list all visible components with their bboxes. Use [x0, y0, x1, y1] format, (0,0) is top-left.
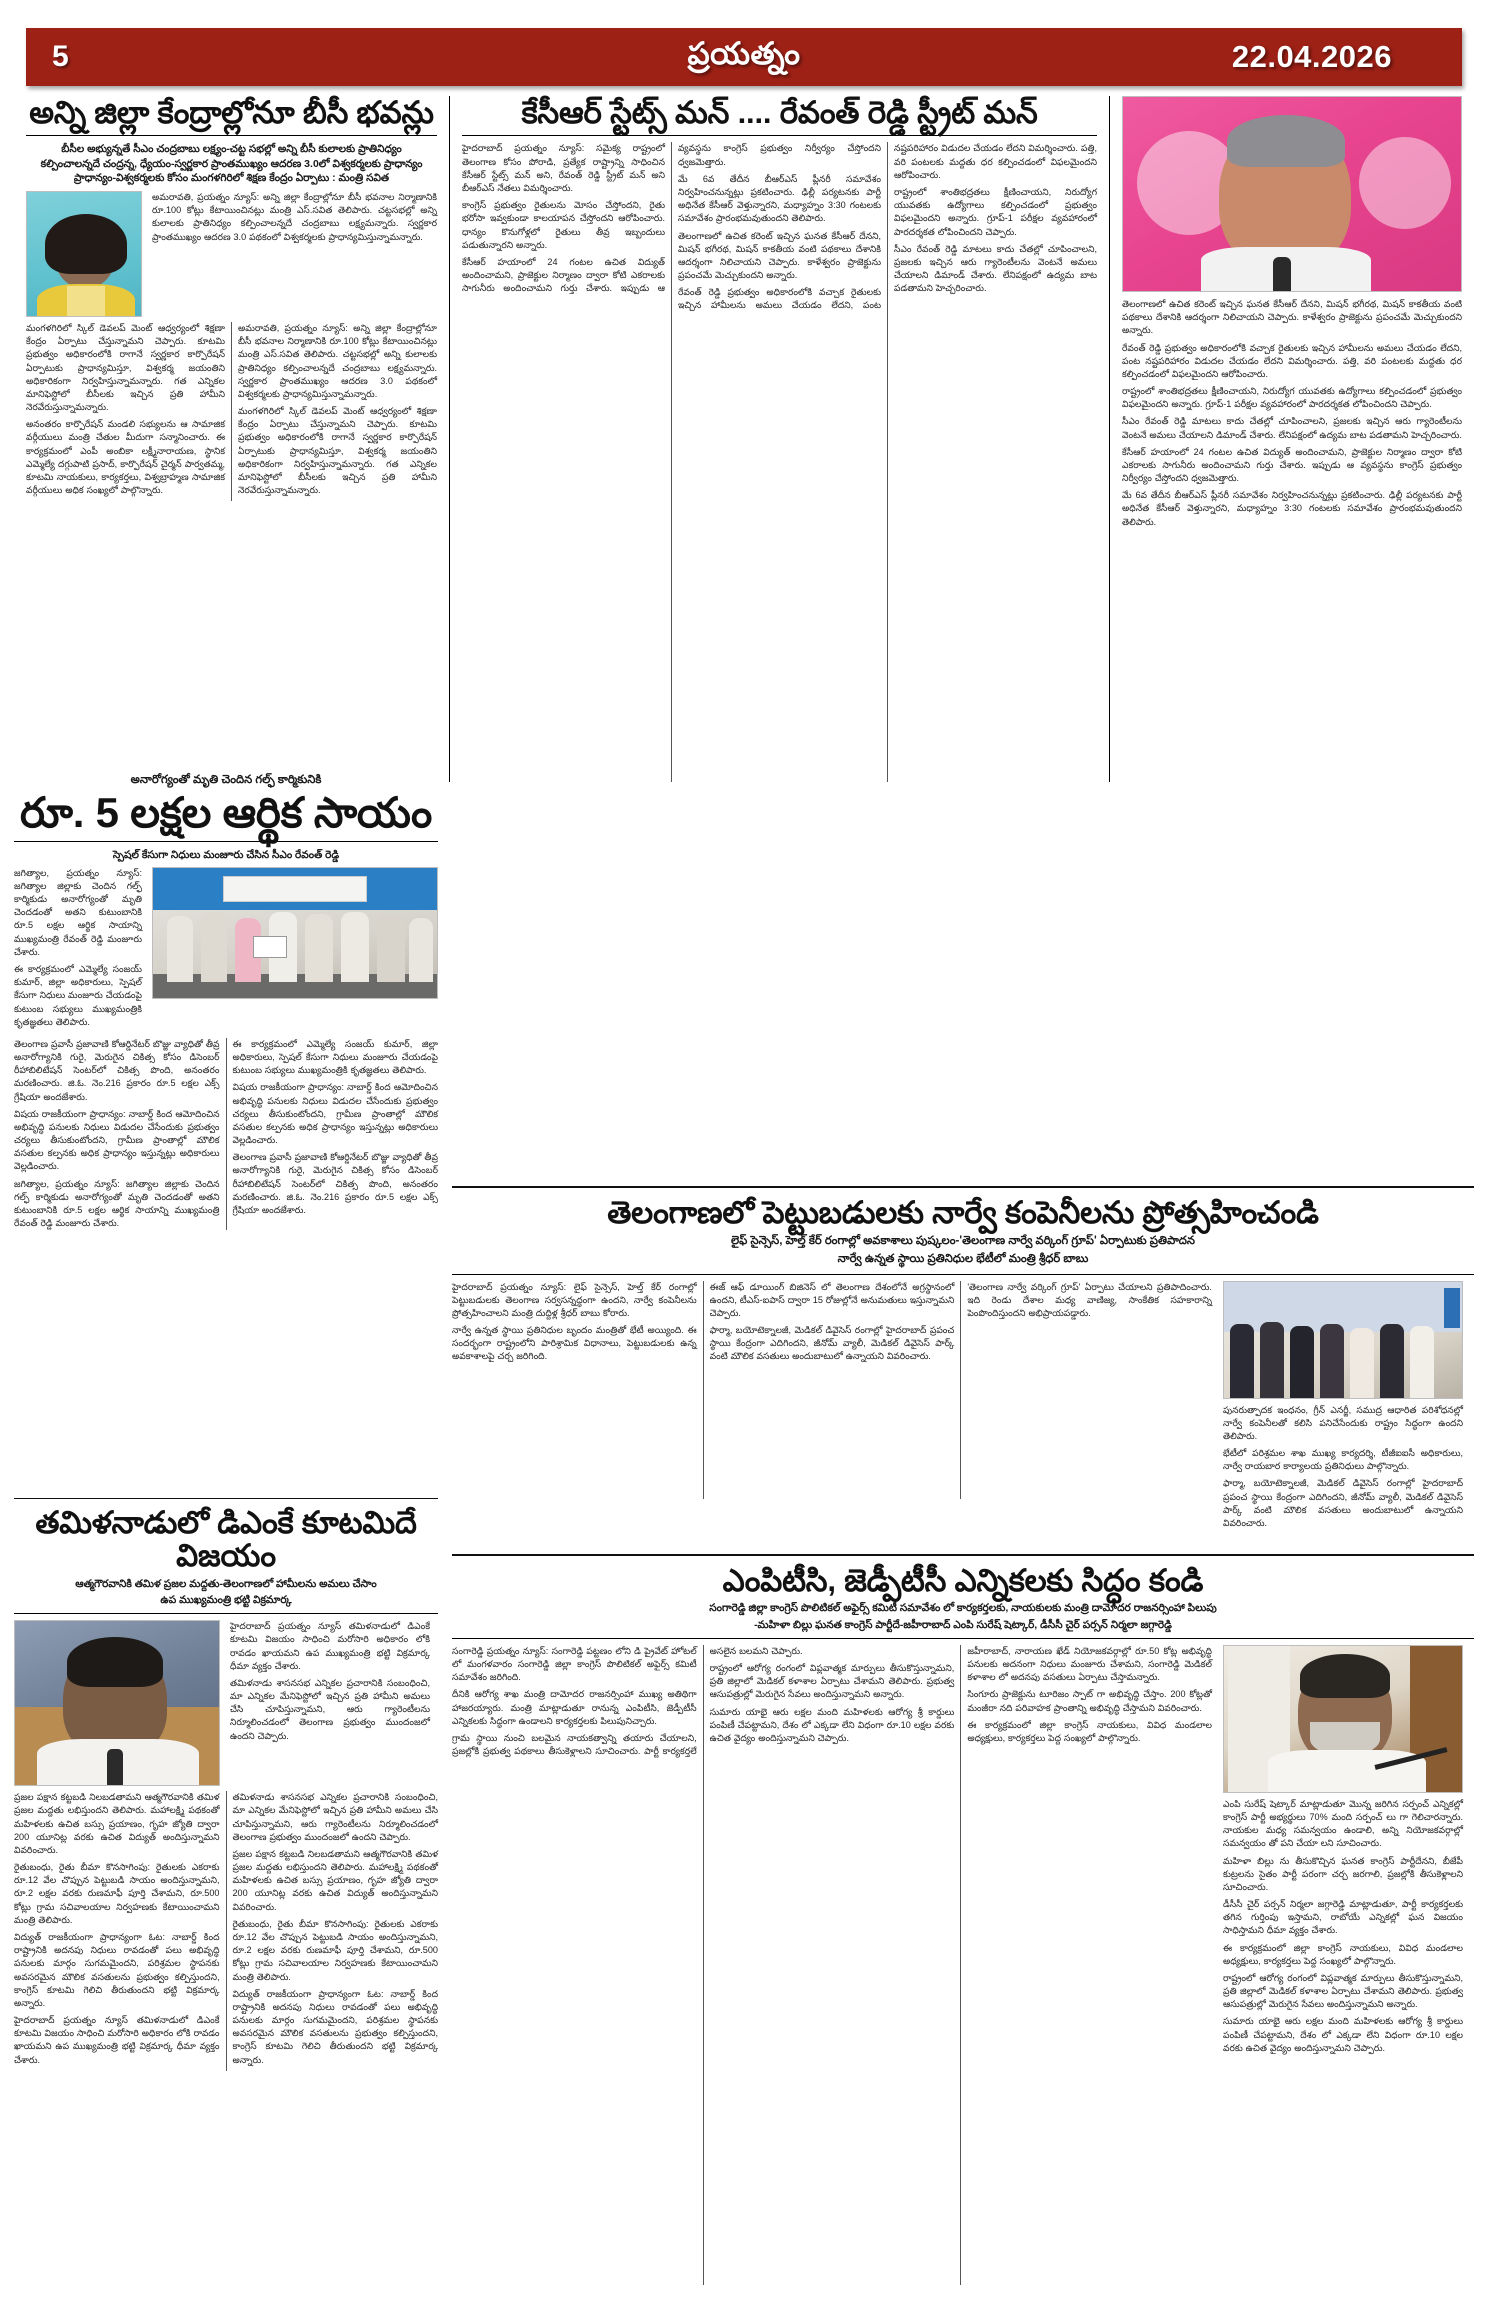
paragraph: అనంతరం కార్పొరేషన్ మండలి సభ్యులను ఆ సామాజిక వర్గీయులు మంత్రి చేతుల మీదుగా సన్మానించారు. ఈ కార్యక్రమంలో ఎంపీ అంబికా లక్ష్మీనారాయణ, స్థానిక ఎమ్మెల్యే దగ్గుపాటి ప్రసాద్, కార్పొరేషన్ చైర్మన్ పార్వతమ్మ, కూటమి నాయకులు, కార్యకర్తలు, విశ్వబ్రాహ్మణ సామాజిక వర్గీయులు అధిక సంఖ్యలో పాల్గొన్నారు. [26, 419, 225, 496]
paragraph: సంగారెడ్డి ప్రయత్నం న్యూస్: సంగారెడ్డి పట్టణం లోని డి ప్రైవేట్ హోటల్ లో మంగళవారం సంగారెడ్డి జిల్లా కాంగ్రెస్ పొలిటికల్ అఫైర్స్ కమిటీ సమావేశం జరిగింది. [452, 1645, 697, 1683]
paragraph: ఈ కార్యక్రమంలో జిల్లా కాంగ్రెస్ నాయకులు, వివిధ మండలాల అధ్యక్షులు, కార్యకర్తలు పెద్ద సంఖ్యలో పాల్గొన్నారు. [1223, 1942, 1463, 1966]
paragraph: విద్యుత్ రాజకీయంగా ప్రాధాన్యంగా ఓట: నాబార్డ్ కింద రాష్ట్రానికి అదనపు నిధులు రావడంతో పలు అభివృద్ధి పనులకు మార్గం సుగమమైందని, పరిశ్రమల స్థాపనకు అవసరమైన మౌలిక వసతులను ప్రభుత్వం కల్పిస్తుందని, కాంగ్రెస్ కూటమి గెలిచి తీరుతుందని భట్టి విక్రమార్క అన్నారు. [232, 1988, 438, 2065]
norway-subhead-1: లైఫ్ సైన్సెస్, హెల్త్ కేర్ రంగాల్లో అవకాశాలు పుష్కలం-'తెలంగాణ నార్వే వర్కింగ్ గ్రూప్' ఏర్పాటుకు ప్రతిపాదన [731, 1235, 1195, 1248]
paragraph: మహిళా బిల్లు ను తీసుకొచ్చిన ఘనత కాంగ్రెస్ పార్టీదేనని, బీజేపీ కుట్రలను సైతం పార్టీ పరంగా చర్చ జరగాలి, ప్రజల్లోకి తీసుకెళ్లాలని సూచించారు. [1223, 1855, 1463, 1892]
paragraph: రేవంత్ రెడ్డి ప్రభుత్వం అధికారంలోకి వచ్చాక రైతులకు ఇచ్చిన హామీలను అమలు చేయడం లేదని, పంట నష్టపరిహారం విడుదల చేయడం లేదని విమర్శించారు. పత్తి, వరి పంటలకు మద్దతు ధర కల్పించడంలో విఫలమైందని ఆరోపించారు. [678, 143, 1097, 311]
norway-body-left [452, 1281, 1212, 1499]
paragraph: రాష్ట్రంలో ఆరోగ్య రంగంలో విప్లవాత్మక మార్పులు తీసుకొస్తున్నామని, ప్రతి జిల్లాలో మెడికల్ కళాశాల ఏర్పాటు చేశామని తెలిపారు. ప్రభుత్వ ఆసుపత్రుల్లో మెరుగైన సేవలు అందిస్తున్నామని అన్నారు. [709, 1662, 955, 1700]
paragraph: మే 6వ తేదీన బీఆర్ఎస్ ప్లీనరీ సమావేశం నిర్వహించనున్నట్లు ప్రకటించారు. ఢిల్లీ పర్యటనకు పార్టీ అధినేత కేసీఆర్ వెళ్తున్నారని, మధ్యాహ్నం 3:30 గంటలకు సమావేశం ప్రారంభమవుతుందని తెలిపారు. [1122, 490, 1462, 527]
bc-bhavan-headline: అన్ని జిల్లా కేంద్రాల్లోనూ బీసీ భవన్లు [29, 95, 434, 130]
paragraph: కేసీఆర్ హయాంలో 24 గంటల ఉచిత విద్యుత్ అందించామని, ప్రాజెక్టుల నిర్మాణం ద్వారా కోటి ఎకరాలకు సాగునీరు అందించామని గుర్తు చేశారు. ఇప్పుడు ఆ వ్యవస్థను కాంగ్రెస్ ప్రభుత్వం నిర్వీర్యం చేస్తోందని ధ్వజమెత్తారు. [462, 143, 881, 294]
paragraph: విద్యుత్ రాజకీయంగా ప్రాధాన్యంగా ఓట: నాబార్డ్ కింద రాష్ట్రానికి అదనపు నిధులు రావడంతో పలు అభివృద్ధి పనులకు మార్గం సుగమమైందని, పరిశ్రమల స్థాపనకు అవసరమైన మౌలిక వసతులను ప్రభుత్వం కల్పిస్తుందని, కాంగ్రెస్ కూటమి గెలిచి తీరుతుందని భట్టి విక్రమార్క అన్నారు. [14, 1932, 220, 2008]
paragraph: తెలంగాణ ప్రవాసీ ప్రజావాణి కోఆర్డినేటర్ బొజ్జు వ్యాధితో తీవ్ర అనారోగ్యానికి గురై, మెరుగైన చికిత్స కోసం డిసెంబర్ రీహాబిలిటేషన్ సెంటర్‌లో చికిత్స పొంది, అనంతరం మరణించారు. జి.ఓ. నెం.216 ప్రకారం రూ.5 లక్షల ఎక్స్ గ్రేషియా అందజేశారు. [232, 1152, 438, 1215]
gulf-aid-headline: రూ. 5 లక్షల ఆర్థిక సాయం [19, 788, 433, 836]
paragraph: ఈ కార్యక్రమంలో జిల్లా కాంగ్రెస్ నాయకులు, వివిధ మండలాల అధ్యక్షులు, కార్యకర్తలు పెద్ద సంఖ్యలో పాల్గొన్నారు. [967, 1719, 1212, 1743]
paragraph: గ్రామ స్థాయి నుంచి బలమైన నాయకత్వాన్ని తయారు చేయాలని, ప్రజల్లోకి ప్రభుత్వ పథకాలు తీసుకెళ్లాలని సూచించారు. పార్టీ కార్యకర్తలే అసలైన బలమని చెప్పారు. [452, 1645, 803, 1757]
kcr-revanth-body [462, 142, 1097, 782]
mptc-subhead-1: సంగారెడ్డి జిల్లా కాంగ్రెస్ పొలిటికల్ అఫైర్స్ కమిటీ సమావేశం లో కార్యకర్తలకు, నాయకులకు మంత్రి దామోదర రాజనర్సింహా పిలుపు [709, 1602, 1217, 1615]
paragraph: జహీరాబాద్, నారాయణ ఖేడ్ నియోజకవర్గాల్లో రూ.50 కోట్ల అభివృద్ధి పనులకు అదనంగా నిధులు మంజూరు చేశామని, సంగారెడ్డి మెడికల్ కళాశాల లో అదనపు వసతులు ఏర్పాటు చేస్తామన్నారు. [967, 1645, 1212, 1683]
kcr-revanth-side [1110, 96, 1462, 782]
paragraph: సుమారు యాభై ఆరు లక్షల మంది మహిళలకు ఆరోగ్య శ్రీ కార్డులు పంపిణీ చేపట్టామని, దేశం లో ఎక్కడా లేని విధంగా రూ.10 లక్షల వరకు ఉచిత వైద్యం అందిస్తున్నామని చెప్పారు. [709, 1706, 955, 1743]
paragraph: ఈ కార్యక్రమంలో ఎమ్మెల్యే సంజయ్ కుమార్, జిల్లా అధికారులు, స్పెషల్ కేసుగా నిధులు మంజూరు చేయడంపై కుటుంబ సభ్యులు ముఖ్యమంత్రికి కృతజ్ఞతలు తెలిపారు. [232, 1038, 438, 1076]
kcr-revanth-headline: కేసీఆర్ స్టేట్స్ మన్ .... రేవంత్ రెడ్డి స్ట్రీట్ మన్ [521, 95, 1038, 130]
mptc-body-left [452, 1645, 1212, 2285]
norway-subhead-2: నార్వే ఉన్నత స్థాయి ప్రతినిధుల భేటీలో మంత్రి శ్రీధర్ బాబు [837, 1252, 1089, 1265]
tamilnadu-body-rest [14, 1791, 438, 2070]
paragraph: రైతుబంధు, రైతు బీమా కొనసాగింపు: రైతులకు ఎకరాకు రూ.12 వేల చొప్పున పెట్టుబడి సాయం అందిస్తున్నామని, రూ.2 లక్షల వరకు రుణమాఫీ పూర్తి చేశామని, రూ.500 కోట్లు గ్రామ సచివాలయాల నిర్వహణకు కేటాయించామని మంత్రి తెలిపారు. [232, 1918, 438, 1982]
paragraph: మే 6వ తేదీన బీఆర్ఎస్ ప్లీనరీ సమావేశం నిర్వహించనున్నట్లు ప్రకటించారు. ఢిల్లీ పర్యటనకు పార్టీ అధినేత కేసీఆర్ వెళ్తున్నారని, మధ్యాహ్నం 3:30 గంటలకు సమావేశం ప్రారంభమవుతుందని తెలిపారు. [678, 173, 881, 224]
mptc-body-right [1223, 1798, 1463, 2055]
article-tamilnadu [14, 1490, 438, 2071]
paragraph: ఫార్మా, బయోటెక్నాలజీ, మెడికల్ డివైసెస్ రంగాల్లో హైదరాబాద్ ప్రపంచ స్థాయి కేంద్రంగా ఎదిగిందని, జీనోమ్ వ్యాలీ, మెడికల్ డివైసెస్ పార్క్ వంటి మౌలిక వసతులు అందుబాటులో ఉన్నాయని వివరించారు. [709, 1325, 955, 1362]
divider [14, 841, 438, 842]
paragraph: మంగళగిరిలో స్కిల్ డెవలప్ మెంట్ ఆధ్వర్యంలో శిక్షణా కేంద్రం ఏర్పాటు చేస్తున్నామని చెప్పారు. కూటమి ప్రభుత్వం అధికారంలోకి రాగానే స్వర్ణకార కార్పొరేషన్ ఏర్పాటుకు ప్రాధాన్యమిస్తూ, విశ్వకర్మ జయంతిని అధికారికంగా నిర్వహిస్తున్నామన్నారు. గత ఎన్నికల మానిఫెస్టోలో బీసీలకు ఇచ్చిన ప్రతి హామీని నెరవేరుస్తున్నామన్నారు. [238, 406, 437, 496]
paragraph: నార్వే ఉన్నత స్థాయి ప్రతినిధుల బృందం మంత్రితో భేటీ అయ్యింది. ఈ సందర్భంగా రాష్ట్రంలోని పారిశ్రామిక విధానాలు, పెట్టుబడులకు ఉన్న అవకాశాలపై చర్చ జరిగింది. [452, 1325, 697, 1362]
masthead [26, 28, 1462, 86]
paragraph: తెలంగాణలో ఉచిత కరెంట్ ఇచ్చిన ఘనత కేసీఆర్ దేనని, మిషన్ భగీరథ, మిషన్ కాకతీయ వంటి పథకాలు దేశానికి ఆదర్శంగా నిలిచాయని చెప్పారు. కాళేశ్వరం ప్రాజెక్టును ప్రపంచమే మెచ్చుకుందని అన్నారు. [678, 230, 881, 281]
paragraph: విషయ రాజకీయంగా ప్రాధాన్యం: నాబార్డ్ కింద ఆమోదించిన అభివృద్ధి పనులకు నిధులు విడుదల చేసేందుకు ప్రభుత్వం చర్యలు తీసుకుంటోందని, గ్రామీణ ప్రాంతాల్లో మౌలిక వసతుల కల్పనకు అధిక ప్రాధాన్యం ఇస్తున్నట్లు అధికారులు వెల్లడించారు. [232, 1082, 438, 1146]
paragraph: ఫార్మా, బయోటెక్నాలజీ, మెడికల్ డివైసెస్ రంగాల్లో హైదరాబాద్ ప్రపంచ స్థాయి కేంద్రంగా ఎదిగిందని, జీనోమ్ వ్యాలీ, మెడికల్ డివైసెస్ పార్క్ వంటి మౌలిక వసతులు అందుబాటులో ఉన్నాయని వివరించారు. [1223, 1478, 1463, 1528]
gulf-aid-subhead: స్పెషల్ కేసుగా నిధులు మంజూరు చేసిన సీఎం రేవంత్ రెడ్డి [112, 848, 340, 861]
paragraph: తమిళనాడు శాసనసభ ఎన్నికల ప్రచారానికి సంబంధించి, మా ఎన్నికల మేనిఫెస్టోలో ఇచ్చిన ప్రతి హామీని అమలు చేసి చూపిస్తున్నామని, ఆరు గ్యారెంటీలను నిర్మూలించడంలో తెలంగాణ ప్రభుత్వం ముందంజలో ఉందని చెప్పారు. [232, 1792, 438, 1842]
deputy-cm-bhatti-photo [14, 1620, 220, 1786]
paragraph: ప్రజల పక్షాన కట్టబడి నిలబడతామని ఆత్మగౌరవానికి తమిళ ప్రజల మద్దతు లభిస్తుందని తెలిపారు. మహాలక్ష్మి పథకంతో మహిళలకు ఉచిత బస్సు ప్రయాణం, గృహ జ్యోతి ద్వారా 200 యూనిట్ల వరకు ఉచిత విద్యుత్ అందిస్తున్నామని వివరించారు. [14, 1792, 220, 1855]
divider [452, 1638, 1474, 1639]
divider [14, 1498, 438, 1499]
gulf-aid-kicker: అనారోగ్యంతో మృతి చెందిన గల్ఫ్ కార్మికునికి [130, 774, 322, 786]
paragraph: తెలంగాణ ప్రవాసీ ప్రజావాణి కోఆర్డినేటర్ బొజ్జు వ్యాధితో తీవ్ర అనారోగ్యానికి గురై, మెరుగైన చికిత్స కోసం డిసెంబర్ రీహాబిలిటేషన్ సెంటర్‌లో చికిత్స పొంది, అనంతరం మరణించారు. జి.ఓ. నెం.216 ప్రకారం రూ.5 లక్షల ఎక్స్ గ్రేషియా అందజేశారు. [14, 1038, 220, 1102]
paragraph: రాష్ట్రంలో ఆరోగ్య రంగంలో విప్లవాత్మక మార్పులు తీసుకొస్తున్నామని, ప్రతి జిల్లాలో మెడికల్ కళాశాల ఏర్పాటు చేశామని తెలిపారు. ప్రభుత్వ ఆసుపత్రుల్లో మెరుగైన సేవలు అందిస్తున్నామని అన్నారు. [1223, 1972, 1463, 2010]
paragraph: రాష్ట్రంలో శాంతిభద్రతలు క్షీణించాయని, నిరుద్యోగ యువతకు ఉద్యోగాలు కల్పించడంలో ప్రభుత్వం విఫలమైందని అన్నారు. గ్రూప్-1 పరీక్షల వ్యవహారంలో పారదర్శకత లోపించిందని చెప్పారు. [894, 186, 1097, 237]
paragraph: హైదరాబాద్ ప్రయత్నం న్యూస్: లైఫ్ సైన్సెస్, హెల్త్ కేర్ రంగాల్లో పెట్టుబడులకు తెలంగాణ సర్వసన్నద్ధంగా ఉందని, నార్వే కంపెనీలను ప్రోత్సహించాలని మంత్రి దుద్దిళ్ల శ్రీధర్ బాబు కోరారు. [452, 1281, 697, 1318]
norway-headline: తెలంగాణలో పెట్టుబడులకు నార్వే కంపెనీలను ప్రోత్సహించండి [607, 1195, 1319, 1230]
tamilnadu-headline: తమిళనాడులో డిఎంకే కూటమిదే విజయం [35, 1505, 417, 1574]
paragraph: అమరావతి, ప్రయత్నం న్యూస్: అన్ని జిల్లా కేంద్రాల్లోనూ బీసీ భవనాల నిర్మాణానికి రూ.100 కోట్లు కేటాయించినట్లు మంత్రి ఎస్.సవిత తెలిపారు. చట్టసభల్లో అన్ని కులాలకు ప్రాతినిధ్యం కల్పించాలన్నదే చంద్రబాబు లక్ష్యమన్నారు. స్వర్ణకార ప్రాంతముఖ్యం ఆదరణ 3.0 పథకంలో విశ్వకర్మలకు ప్రాధాన్యమిస్తున్నామన్నారు. [152, 191, 437, 242]
mptc-subhead-2: -మహిళా బిల్లు ఘనత కాంగ్రెస్ పార్టీదే-జహీరాబాద్ ఎంపి సురేష్ షెట్కార్, డీసీసీ చైర్ పర్సన్ నిర్మలా జగ్గారెడ్డి [754, 1618, 1172, 1631]
paragraph: విషయ రాజకీయంగా ప్రాధాన్యం: నాబార్డ్ కింద ఆమోదించిన అభివృద్ధి పనులకు నిధులు విడుదల చేసేందుకు ప్రభుత్వం చర్యలు తీసుకుంటోందని, గ్రామీణ ప్రాంతాల్లో మౌలిక వసతుల కల్పనకు అధిక ప్రాధాన్యం ఇస్తున్నట్లు అధికారులు వెల్లడించారు. [14, 1108, 220, 1172]
page-number: 5 [52, 40, 69, 73]
divider [452, 1274, 1474, 1275]
paragraph: రేవంత్ రెడ్డి ప్రభుత్వం అధికారంలోకి వచ్చాక రైతులకు ఇచ్చిన హామీలను అమలు చేయడం లేదని, పంట నష్టపరిహారం విడుదల చేయడం లేదని విమర్శించారు. పత్తి, వరి పంటలకు మద్దతు ధర కల్పించడంలో విఫలమైందని ఆరోపించారు. [1122, 342, 1462, 379]
paragraph: కాంగ్రెస్ ప్రభుత్వం రైతులను మోసం చేస్తోందని, రైతు భరోసా ఇవ్వకుండా కాలయాపన చేస్తోందని ఆరోపించారు. ధాన్యం కొనుగోళ్లలో రైతులు తీవ్ర ఇబ్బందులు పడుతున్నారని అన్నారు. [462, 200, 665, 250]
article-kcr-revanth [450, 96, 1110, 782]
paragraph: రాష్ట్రంలో శాంతిభద్రతలు క్షీణించాయని, నిరుద్యోగ యువతకు ఉద్యోగాలు కల్పించడంలో ప్రభుత్వం విఫలమైందని అన్నారు. గ్రూప్-1 పరీక్షల వ్యవహారంలో పారదర్శకత లోపించిందని చెప్పారు. [1122, 386, 1462, 410]
article-bc-bhavan [26, 96, 450, 782]
paragraph: డీసీసీ చైర్ పర్సన్ నిర్మలా జగ్గారెడ్డి మాట్లాడుతూ, పార్టీ కార్యకర్తలకు తగిన గుర్తింపు ఇస్తామని, రాబోయే ఎన్నికల్లో ఘన విజయం సాధిస్తామని ధీమా వ్యక్తం చేశారు. [1223, 1899, 1463, 1936]
paragraph: హైదరాబాద్ ప్రయత్నం న్యూస్ తమిళనాడులో డిఎంకే కూటమి విజయం సాధించి మరోసారి అధికారం లోకి రావడం ఖాయమని ఉప ముఖ్యమంత్రి భట్టి విక్రమార్క ధీమా వ్యక్తం చేశారు. [14, 2015, 220, 2065]
divider [452, 1186, 1474, 1188]
paragraph: తెలంగాణలో ఉచిత కరెంట్ ఇచ్చిన ఘనత కేసీఆర్ దేనని, మిషన్ భగీరథ, మిషన్ కాకతీయ వంటి పథకాలు దేశానికి ఆదర్శంగా నిలిచాయని చెప్పారు. కాళేశ్వరం ప్రాజెక్టును ప్రపంచమే మెచ్చుకుందని అన్నారు. [1122, 299, 1462, 336]
article-norway [452, 1176, 1474, 1534]
paragraph: ఈజ్ ఆఫ్ డూయింగ్ బిజినెస్ లో తెలంగాణ దేశంలోనే అగ్రస్థానంలో ఉందని, టీఎస్-ఐపాస్ ద్వారా 15 రోజుల్లోనే అనుమతులు ఇస్తున్నామని చెప్పారు. [709, 1281, 955, 1318]
paragraph: 'తెలంగాణ నార్వే వర్కింగ్ గ్రూప్' ఏర్పాటు చేయాలని ప్రతిపాదించారు. ఇది రెండు దేశాల మధ్య వాణిజ్య, సాంకేతిక సహకారాన్ని పెంపొందిస్తుందని అభిప్రాయపడ్డారు. [967, 1281, 1212, 1318]
paragraph: అమరావతి, ప్రయత్నం న్యూస్: అన్ని జిల్లా కేంద్రాల్లోనూ బీసీ భవనాల నిర్మాణానికి రూ.100 కోట్లు కేటాయించినట్లు మంత్రి ఎస్.సవిత తెలిపారు. చట్టసభల్లో అన్ని కులాలకు ప్రాతినిధ్యం కల్పించాలన్నదే చంద్రబాబు లక్ష్యమన్నారు. స్వర్ణకార ప్రాంతముఖ్యం ఆదరణ 3.0 పథకంలో విశ్వకర్మలకు ప్రాధాన్యమిస్తున్నామన్నారు. [238, 322, 437, 399]
minister-savita-photo [26, 191, 142, 317]
bc-bhavan-subhead-1: బీసీల అభ్యున్నతే సీఎం చంద్రబాబు లక్ష్యం-చట్ట సభల్లో అన్ని బీసీ కులాలకు ప్రాతినిధ్యం [61, 143, 402, 156]
bc-bhavan-body-lead [152, 191, 437, 317]
mptc-headline: ఎంపిటీసి, జెడ్పీటీసీ ఎన్నికలకు సిద్ధం కండి [722, 1563, 1204, 1598]
paragraph: హైదరాబాద్ ప్రయత్నం న్యూస్: సమైక్య రాష్ట్రంలో తెలంగాణ కోసం పోరాడి, ప్రత్యేక రాష్ట్రాన్ని సాధించిన కేసీఆర్ స్టేట్స్ మన్ అని, రేవంత్ రెడ్డి స్ట్రీట్ మన్ అని బీఆర్ఎస్ నేతలు విమర్శించారు. [462, 143, 665, 193]
norway-body-right [1223, 1404, 1463, 1531]
paragraph: ఈ కార్యక్రమంలో ఎమ్మెల్యే సంజయ్ కుమార్, జిల్లా అధికారులు, స్పెషల్ కేసుగా నిధులు మంజూరు చేయడంపై కుటుంబ సభ్యులు ముఖ్యమంత్రికి కృతజ్ఞతలు తెలిపారు. [14, 963, 142, 1027]
paragraph: దీనికి ఆరోగ్య శాఖ మంత్రి దామోదర రాజనర్సింహా ముఖ్య అతిథిగా హాజరయ్యారు. మంత్రి మాట్లాడుతూ రానున్న ఎంపిటీసి, జెడ్పీటీసీ ఎన్నికలకు సిద్ధంగా ఉండాలని కార్యకర్తలకు పిలుపునిచ్చారు. [452, 1689, 697, 1726]
paragraph: సీఎం రేవంత్ రెడ్డి మాటలు కాదు చేతల్లో చూపించాలని, ప్రజలకు ఇచ్చిన ఆరు గ్యారెంటీలను వెంటనే అమలు చేయాలని డిమాండ్ చేశారు. లేనిపక్షంలో ఉద్యమ బాట పడతామని హెచ్చరించారు. [894, 243, 1097, 294]
paragraph: జగిత్యాల, ప్రయత్నం న్యూస్: జగిత్యాల జిల్లాకు చెందిన గల్ఫ్ కార్మికుడు అనారోగ్యంతో మృతి చెందడంతో అతని కుటుంబానికి రూ.5 లక్షల ఆర్థిక సాయాన్ని ముఖ్యమంత్రి రేవంత్ రెడ్డి మంజూరు చేశారు. [14, 1178, 220, 1229]
gulf-aid-body-left [14, 867, 142, 1033]
tamilnadu-body-lead [230, 1620, 430, 1786]
brs-leader-photo [1122, 96, 1462, 292]
divider [462, 135, 1097, 136]
divider [14, 1613, 438, 1614]
divider [452, 1554, 1474, 1556]
paragraph: సుమారు యాభై ఆరు లక్షల మంది మహిళలకు ఆరోగ్య శ్రీ కార్డులు పంపిణీ చేపట్టామని, దేశం లో ఎక్కడా లేని విధంగా రూ.10 లక్షల వరకు ఉచిత వైద్యం అందిస్తున్నామని చెప్పారు. [1223, 2016, 1463, 2053]
kcr-revanth-side-body [1122, 298, 1462, 529]
tamilnadu-subhead-1: ఆత్మగౌరవానికి తమిళ ప్రజల మద్దతు-తెలంగాణలో హామీలను అమలు చేసాం [75, 1577, 377, 1590]
norway-delegation-photo [1223, 1281, 1463, 1399]
paragraph: హైదరాబాద్ ప్రయత్నం న్యూస్ తమిళనాడులో డిఎంకే కూటమి విజయం సాధించి మరోసారి అధికారం లోకి రావడం ఖాయమని ఉప ముఖ్యమంత్రి భట్టి విక్రమార్క ధీమా వ్యక్తం చేశారు. [230, 1621, 430, 1671]
paragraph: సీఎం రేవంత్ రెడ్డి మాటలు కాదు చేతల్లో చూపించాలని, ప్రజలకు ఇచ్చిన ఆరు గ్యారెంటీలను వెంటనే అమలు చేయాలని డిమాండ్ చేశారు. లేనిపక్షంలో ఉద్యమ బాట పడతామని హెచ్చరించారు. [1122, 416, 1462, 440]
paragraph: రైతుబంధు, రైతు బీమా కొనసాగింపు: రైతులకు ఎకరాకు రూ.12 వేల చొప్పున పెట్టుబడి సాయం అందిస్తున్నామని, రూ.2 లక్షల వరకు రుణమాఫీ పూర్తి చేశామని, రూ.500 కోట్లు గ్రామ సచివాలయాల నిర్వహణకు కేటాయించామని మంత్రి తెలిపారు. [14, 1862, 220, 1925]
top-section [26, 96, 1462, 782]
paragraph: ఎంపి సురేష్ షెట్కార్ మాట్లాడుతూ మొన్న జరిగిన సర్పంచ్ ఎన్నికల్లో కాంగ్రెస్ పార్టీ అభ్యర్థులు 70% మంది సర్పంచ్ లు గా గెలిచారన్నారు. నాయకుల మధ్య సమన్వయం ఉండాలి, అన్ని నియోజకవర్గాల్లో సమన్వయం తో పని చేయా లని సూచించారు. [1223, 1798, 1463, 1849]
bc-bhavan-subhead-2: కల్పించాలన్నదే చంద్రన్న, ధ్యేయం-స్వర్ణకార ప్రాంతముఖ్యం ఆదరణ 3.0లో విశ్వకర్మలకు ప్రాధాన్యం [40, 157, 423, 170]
paragraph: పునరుత్పాదక ఇంధనం, గ్రీన్ ఎనర్జీ, సముద్ర ఆధారిత పరిశోధనల్లో నార్వే కంపెనీలతో కలిసి పనిచేసేందుకు రాష్ట్రం సిద్ధంగా ఉందని తెలిపారు. [1223, 1404, 1463, 1441]
paragraph: తమిళనాడు శాసనసభ ఎన్నికల ప్రచారానికి సంబంధించి, మా ఎన్నికల మేనిఫెస్టోలో ఇచ్చిన ప్రతి హామీని అమలు చేసి చూపిస్తున్నామని, ఆరు గ్యారెంటీలను నిర్మూలించడంలో తెలంగాణ ప్రభుత్వం ముందంజలో ఉందని చెప్పారు. [230, 1677, 430, 1741]
publication-title: ప్రయత్నం [687, 35, 801, 71]
newspaper-page [0, 28, 1488, 2307]
bc-bhavan-subhead-3: ప్రాధాన్యం-విశ్వకర్మలకు కోసం మంగళగిరిలో శిక్షణ కేంద్రం ఏర్పాటు : మంత్రి సవిత [73, 171, 390, 184]
article-mptc [452, 1544, 1474, 2285]
divider [26, 135, 437, 136]
paragraph: భేటీలో పరిశ్రమల శాఖ ముఖ్య కార్యదర్శి, టీజీఐఐసీ అధికారులు, నార్వే రాయబార కార్యాలయ ప్రతినిధులు పాల్గొన్నారు. [1223, 1448, 1463, 1472]
minister-damodar-rajanarsimha-photo [1223, 1645, 1463, 1793]
paragraph: కేసీఆర్ హయాంలో 24 గంటల ఉచిత విద్యుత్ అందించామని, ప్రాజెక్టుల నిర్మాణం ద్వారా కోటి ఎకరాలకు సాగునీరు అందించామని గుర్తు చేశారు. ఇప్పుడు ఆ వ్యవస్థను కాంగ్రెస్ ప్రభుత్వం నిర్వీర్యం చేస్తోందని ధ్వజమెత్తారు. [1122, 446, 1462, 484]
publication-date: 22.04.2026 [1231, 39, 1392, 74]
tamilnadu-subhead-2: ఉప ముఖ్యమంత్రి భట్టి విక్రమార్క [160, 1594, 292, 1607]
bc-bhavan-body-rest [26, 322, 437, 501]
paragraph: ప్రజల పక్షాన కట్టబడి నిలబడతామని ఆత్మగౌరవానికి తమిళ ప్రజల మద్దతు లభిస్తుందని తెలిపారు. మహాలక్ష్మి పథకంతో మహిళలకు ఉచిత బస్సు ప్రయాణం, గృహ జ్యోతి ద్వారా 200 యూనిట్ల వరకు ఉచిత విద్యుత్ అందిస్తున్నామని వివరించారు. [232, 1848, 438, 1912]
cheque-handover-ceremony-photo [152, 867, 438, 999]
paragraph: సింగూరు ప్రాజెక్టును టూరిజం స్పాట్ గా అభివృద్ధి చేస్తాం. 200 కోట్లతో మంజీరా నది పరివాహక ప్రాంతాన్ని అభివృద్ధి చేస్తామని వివరించారు. [967, 1689, 1212, 1713]
paragraph: మంగళగిరిలో స్కిల్ డెవలప్ మెంట్ ఆధ్వర్యంలో శిక్షణా కేంద్రం ఏర్పాటు చేస్తున్నామని చెప్పారు. కూటమి ప్రభుత్వం అధికారంలోకి రాగానే స్వర్ణకార కార్పొరేషన్ ఏర్పాటుకు ప్రాధాన్యమిస్తూ, విశ్వకర్మ జయంతిని అధికారికంగా నిర్వహిస్తున్నామన్నారు. గత ఎన్నికల మానిఫెస్టోలో బీసీలకు ఇచ్చిన ప్రతి హామీని నెరవేరుస్తున్నామన్నారు. [26, 322, 225, 413]
paragraph: జగిత్యాల, ప్రయత్నం న్యూస్: జగిత్యాల జిల్లాకు చెందిన గల్ఫ్ కార్మికుడు అనారోగ్యంతో మృతి చెందడంతో అతని కుటుంబానికి రూ.5 లక్షల ఆర్థిక సాయాన్ని ముఖ్యమంత్రి రేవంత్ రెడ్డి మంజూరు చేశారు. [14, 867, 142, 957]
gulf-aid-body-rest [14, 1038, 438, 1230]
article-gulf-aid [14, 773, 438, 1230]
